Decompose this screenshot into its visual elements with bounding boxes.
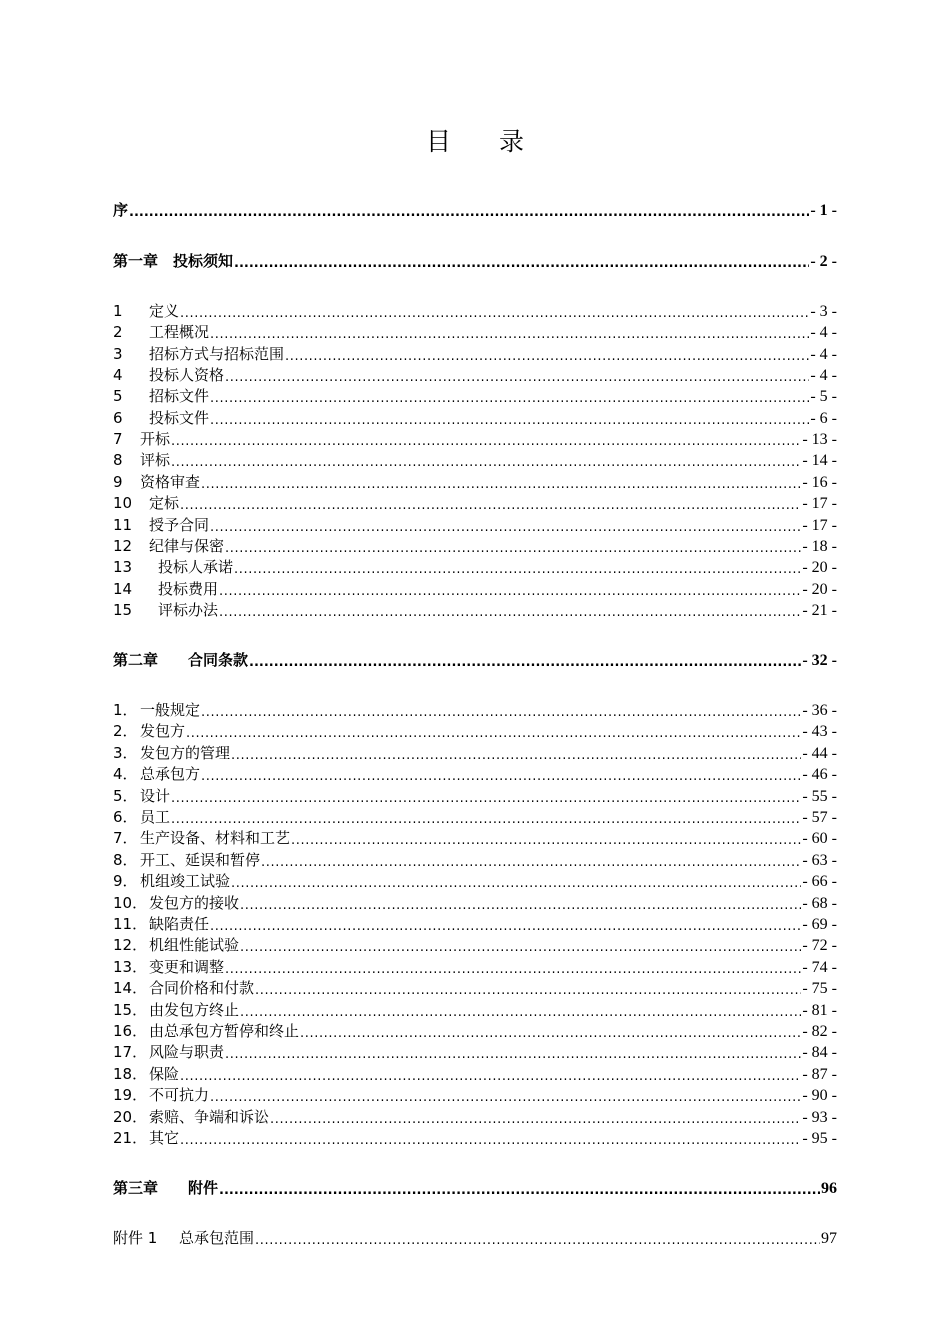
toc-item-number: 7 [113, 430, 123, 449]
toc-page-number: - 60 - [802, 830, 837, 848]
toc-label: 员工 [140, 808, 171, 826]
toc-label-group [113, 365, 224, 386]
toc-item-number: 6 [113, 408, 123, 427]
toc-page-number: - 6 - [810, 409, 837, 427]
leader-dots [219, 600, 801, 621]
toc-page-number: - 13 - [802, 431, 837, 449]
leader-dots [285, 344, 809, 365]
toc-item-number: 19． [113, 1086, 148, 1105]
toc-label: 第三章 附件 [113, 1179, 219, 1197]
toc-item-number: 13 [113, 558, 133, 577]
toc-label-group [113, 1064, 179, 1085]
leader-dots [210, 386, 809, 407]
toc-page-number: - 4 - [810, 324, 837, 342]
toc-label: 授予合同 [149, 515, 210, 534]
toc-entry[interactable] [113, 301, 837, 322]
toc-entry[interactable] [113, 1085, 837, 1106]
toc-label-group [113, 344, 284, 365]
leader-dots [240, 935, 801, 956]
toc-item-number: 4 [113, 366, 123, 385]
toc-page-number: - 87 - [802, 1065, 837, 1083]
toc-label-group [113, 1228, 254, 1249]
toc-entry[interactable] [113, 365, 837, 386]
toc-item-number: 11． [113, 915, 148, 933]
toc-item-number: 12 [113, 536, 133, 555]
toc-item-number: 9 [113, 472, 123, 491]
toc-item-number: 18． [113, 1064, 148, 1083]
leader-dots [225, 536, 801, 557]
toc-page-number: - 93 - [802, 1108, 837, 1126]
toc-label-group [113, 935, 239, 956]
leader-dots [231, 871, 801, 892]
toc-entry-chapter-3[interactable] [113, 1178, 837, 1199]
leader-dots [201, 700, 801, 721]
toc-entry[interactable] [113, 1021, 837, 1042]
toc-entry[interactable] [113, 1228, 837, 1249]
toc-page-number: - 95 - [802, 1130, 837, 1147]
toc-page-number: - 21 - [802, 601, 837, 619]
toc-label-group [113, 301, 179, 322]
leader-dots [210, 515, 801, 536]
toc-label-group [113, 850, 260, 871]
toc-item-number: 3． [113, 743, 138, 762]
toc-page-number: - 36 - [802, 702, 837, 719]
page-title [0, 122, 950, 158]
toc-page-number: - 2 - [810, 253, 837, 270]
toc-page-number: - 5 - [810, 388, 837, 406]
leader-dots [180, 1064, 801, 1085]
toc-page-number: - 81 - [802, 1001, 837, 1019]
leader-dots [210, 914, 801, 935]
leader-dots [180, 301, 809, 322]
toc-label: 设计 [140, 786, 171, 805]
toc-label: 由总承包方暂停和终止 [149, 1022, 300, 1040]
toc-entry[interactable] [113, 807, 837, 828]
toc-label: 评标办法 [158, 600, 219, 619]
toc-entry[interactable] [113, 1064, 837, 1085]
toc-item-number: 附件 1 [113, 1229, 158, 1247]
toc-item-number: 4． [113, 765, 138, 784]
toc-label-group [113, 893, 239, 914]
toc-page-number: - 20 - [802, 580, 837, 598]
toc-page-number: 97 [821, 1230, 837, 1247]
toc-item-number: 15． [113, 1000, 148, 1019]
toc-page-number: - 18 - [802, 537, 837, 555]
leader-dots [291, 828, 801, 849]
toc-page-number: - 1 - [810, 202, 837, 219]
toc-label: 投标人资格 [149, 366, 225, 385]
toc-label: 纪律与保密 [149, 536, 225, 555]
toc-item-number: 17． [113, 1043, 148, 1062]
toc-label-group [113, 807, 170, 828]
leader-dots [300, 1021, 801, 1042]
toc-label: 投标费用 [158, 579, 219, 598]
toc-entry-chapter-2[interactable] [113, 650, 837, 671]
leader-dots [231, 743, 801, 764]
toc-label: 第二章 合同条款 [113, 651, 249, 669]
toc-page-number: - 57 - [802, 809, 837, 826]
toc-label: 风险与职责 [149, 1043, 225, 1062]
toc-entry[interactable] [113, 978, 837, 999]
leader-dots [180, 1128, 801, 1149]
toc-item-number: 7． [113, 829, 138, 848]
toc-label: 工程概况 [149, 323, 210, 342]
leader-dots [129, 200, 809, 221]
toc-page-number: - 17 - [802, 495, 837, 513]
leader-dots [234, 251, 809, 272]
toc-label: 保险 [149, 1064, 180, 1083]
leader-dots [225, 957, 801, 978]
toc-label: 评标 [140, 451, 171, 470]
toc-label-group [113, 700, 200, 721]
leader-dots [261, 850, 801, 871]
toc-entry[interactable] [113, 536, 837, 557]
toc-label-group [113, 1021, 299, 1042]
toc-page-number: - 55 - [802, 787, 837, 805]
toc-page-number: - 14 - [802, 452, 837, 470]
toc-entry[interactable] [113, 557, 837, 578]
toc-page-number: - 66 - [802, 873, 837, 891]
toc-label-group [113, 493, 179, 514]
toc-label: 资格审查 [140, 472, 201, 491]
toc-entry[interactable] [113, 893, 837, 914]
toc-label-group [113, 408, 209, 429]
leader-dots [234, 557, 801, 578]
toc-item-number: 2． [113, 722, 138, 741]
toc-label-group [113, 1000, 239, 1021]
toc-page-number: - 74 - [802, 958, 837, 976]
leader-dots [249, 650, 801, 671]
toc-item-number: 9． [113, 872, 138, 891]
leader-dots [225, 365, 809, 386]
leader-dots [210, 1085, 801, 1106]
toc-entry[interactable] [113, 1042, 837, 1063]
toc-label: 一般规定 [140, 701, 201, 719]
toc-label: 招标文件 [149, 387, 210, 406]
toc-item-number: 8 [113, 451, 123, 470]
toc-label-group [113, 450, 170, 471]
toc-label: 机组竣工试验 [140, 872, 231, 891]
leader-dots [171, 807, 801, 828]
leader-dots [255, 978, 801, 999]
toc-item-number: 3 [113, 344, 123, 363]
toc-label-group [113, 322, 209, 343]
toc-entry[interactable] [113, 472, 837, 493]
toc-label-group [113, 828, 290, 849]
toc-label: 机组性能试验 [149, 936, 240, 955]
toc-item-number: 2 [113, 323, 123, 342]
leader-dots [210, 408, 809, 429]
toc-entry[interactable] [113, 764, 837, 785]
toc-label: 投标人承诺 [158, 558, 234, 577]
toc-page-number: - 32 - [802, 652, 837, 669]
toc-label-group [113, 429, 170, 450]
toc-page-number: - 82 - [802, 1023, 837, 1040]
leader-dots [186, 721, 801, 742]
toc-entry[interactable] [113, 850, 837, 871]
toc-item-number: 8． [113, 850, 138, 869]
toc-label-group [113, 600, 218, 621]
toc-label: 定义 [149, 302, 180, 320]
toc-entry[interactable] [113, 600, 837, 621]
toc-entry[interactable] [113, 1128, 837, 1149]
toc-entry[interactable] [113, 914, 837, 935]
toc-label: 变更和调整 [149, 957, 225, 976]
toc-label-group [113, 386, 209, 407]
toc-label-group [113, 472, 200, 493]
toc-item-number: 1 [113, 302, 123, 320]
toc-label: 第一章 投标须知 [113, 252, 234, 270]
toc-entry[interactable] [113, 386, 837, 407]
toc-item-number: 5 [113, 387, 123, 406]
toc-entry[interactable] [113, 700, 837, 721]
leader-dots [240, 1000, 801, 1021]
toc-entry[interactable] [113, 450, 837, 471]
toc-page-number: - 84 - [802, 1044, 837, 1062]
toc-label: 发包方 [140, 722, 186, 741]
toc-item-number: 20． [113, 1107, 148, 1126]
toc-label: 发包方的管理 [140, 743, 231, 762]
toc-label: 缺陷责任 [149, 915, 210, 933]
toc-label: 总承包范围 [179, 1229, 255, 1247]
toc-entry[interactable] [113, 579, 837, 600]
toc-entry[interactable] [113, 935, 837, 956]
toc-entry[interactable] [113, 721, 837, 742]
toc-entry[interactable] [113, 515, 837, 536]
toc-item-number: 13． [113, 957, 148, 976]
toc-page-number: - 4 - [810, 345, 837, 363]
leader-dots [270, 1107, 801, 1128]
toc-label: 招标方式与招标范围 [149, 344, 285, 363]
toc-label-group [113, 764, 200, 785]
toc-entry[interactable] [113, 743, 837, 764]
leader-dots [210, 322, 809, 343]
leader-dots [171, 429, 801, 450]
toc-label-group [113, 1107, 269, 1128]
toc-label-group [113, 1085, 209, 1106]
toc-item-number: 16． [113, 1022, 148, 1040]
toc-label: 开标 [140, 430, 171, 449]
leader-dots [171, 786, 801, 807]
toc-page-number: - 63 - [802, 851, 837, 869]
toc-entry[interactable] [113, 1107, 837, 1128]
toc-item-number: 11 [113, 515, 133, 534]
toc-item-number: 21． [113, 1129, 148, 1147]
toc-label-group [113, 557, 233, 578]
toc-item-number: 10． [113, 893, 148, 912]
toc-page-number: - 44 - [802, 744, 837, 762]
toc-page-number: - 46 - [802, 766, 837, 784]
leader-dots [201, 764, 801, 785]
title-char-1: 目 [425, 127, 451, 156]
toc-label: 投标文件 [149, 408, 210, 427]
toc-page-number: - 4 - [810, 367, 837, 385]
toc-page-number: - 16 - [802, 473, 837, 491]
toc-entry[interactable] [113, 429, 837, 450]
toc-label: 合同价格和付款 [149, 979, 255, 998]
toc-label-group [113, 743, 230, 764]
toc-label-group [113, 957, 224, 978]
toc-entry[interactable] [113, 408, 837, 429]
toc-item-number: 14 [113, 579, 133, 598]
toc-entry[interactable] [113, 493, 837, 514]
toc-label-group [113, 1042, 224, 1063]
leader-dots [219, 579, 801, 600]
toc-label: 开工、延误和暂停 [140, 850, 261, 869]
toc-page-number: - 90 - [802, 1087, 837, 1105]
leader-dots [171, 450, 801, 471]
toc-entry[interactable] [113, 828, 837, 849]
toc-page-number: - 75 - [802, 980, 837, 998]
toc-label: 由发包方终止 [149, 1000, 240, 1019]
toc-item-number: 5． [113, 786, 138, 805]
toc-entry[interactable] [113, 1000, 837, 1021]
toc-label-group [113, 721, 185, 742]
toc-item-number: 12． [113, 936, 148, 955]
leader-dots [201, 472, 801, 493]
toc-label: 其它 [149, 1129, 180, 1147]
toc-label-group [113, 914, 209, 935]
toc-entry[interactable] [113, 786, 837, 807]
toc-label: 不可抗力 [149, 1086, 210, 1105]
toc-label: 索赔、争端和诉讼 [149, 1107, 270, 1126]
leader-dots [219, 1178, 820, 1199]
toc-label-group [113, 536, 224, 557]
toc-entry-chapter-1[interactable] [113, 251, 837, 272]
toc-entry-preface[interactable] [113, 200, 837, 221]
toc-entry[interactable] [113, 344, 837, 365]
toc-label-group [113, 978, 254, 999]
toc-entry[interactable] [113, 957, 837, 978]
toc-label-group [113, 1128, 179, 1149]
toc-item-number: 10 [113, 494, 133, 513]
toc-page-number: - 69 - [802, 916, 837, 933]
toc-item-number: 15 [113, 600, 133, 619]
toc-page-number: 96 [821, 1180, 837, 1197]
toc-label: 定标 [149, 494, 180, 513]
toc-page-number: - 68 - [802, 894, 837, 912]
toc-item-number: 1． [113, 701, 138, 719]
toc-page-number: - 3 - [810, 303, 837, 320]
toc-page-number: - 17 - [802, 516, 837, 534]
leader-dots [255, 1228, 820, 1249]
leader-dots [180, 493, 801, 514]
leader-dots [225, 1042, 801, 1063]
leader-dots [240, 893, 801, 914]
toc-label-group [113, 786, 170, 807]
toc-entry[interactable] [113, 871, 837, 892]
title-char-2: 录 [499, 127, 525, 156]
toc-item-number: 14． [113, 979, 148, 998]
toc-entry[interactable] [113, 322, 837, 343]
toc-label-group [113, 871, 230, 892]
toc-label-group [113, 579, 218, 600]
toc-item-number: 6． [113, 808, 138, 826]
toc-label-group [113, 515, 209, 536]
toc-label: 发包方的接收 [149, 893, 240, 912]
toc-page-number: - 72 - [802, 937, 837, 955]
toc-label: 总承包方 [140, 765, 201, 784]
toc-page-number: - 43 - [802, 723, 837, 741]
toc-label: 序 [113, 201, 129, 219]
toc-label: 生产设备、材料和工艺 [140, 829, 291, 848]
toc-page-number: - 20 - [802, 559, 837, 577]
